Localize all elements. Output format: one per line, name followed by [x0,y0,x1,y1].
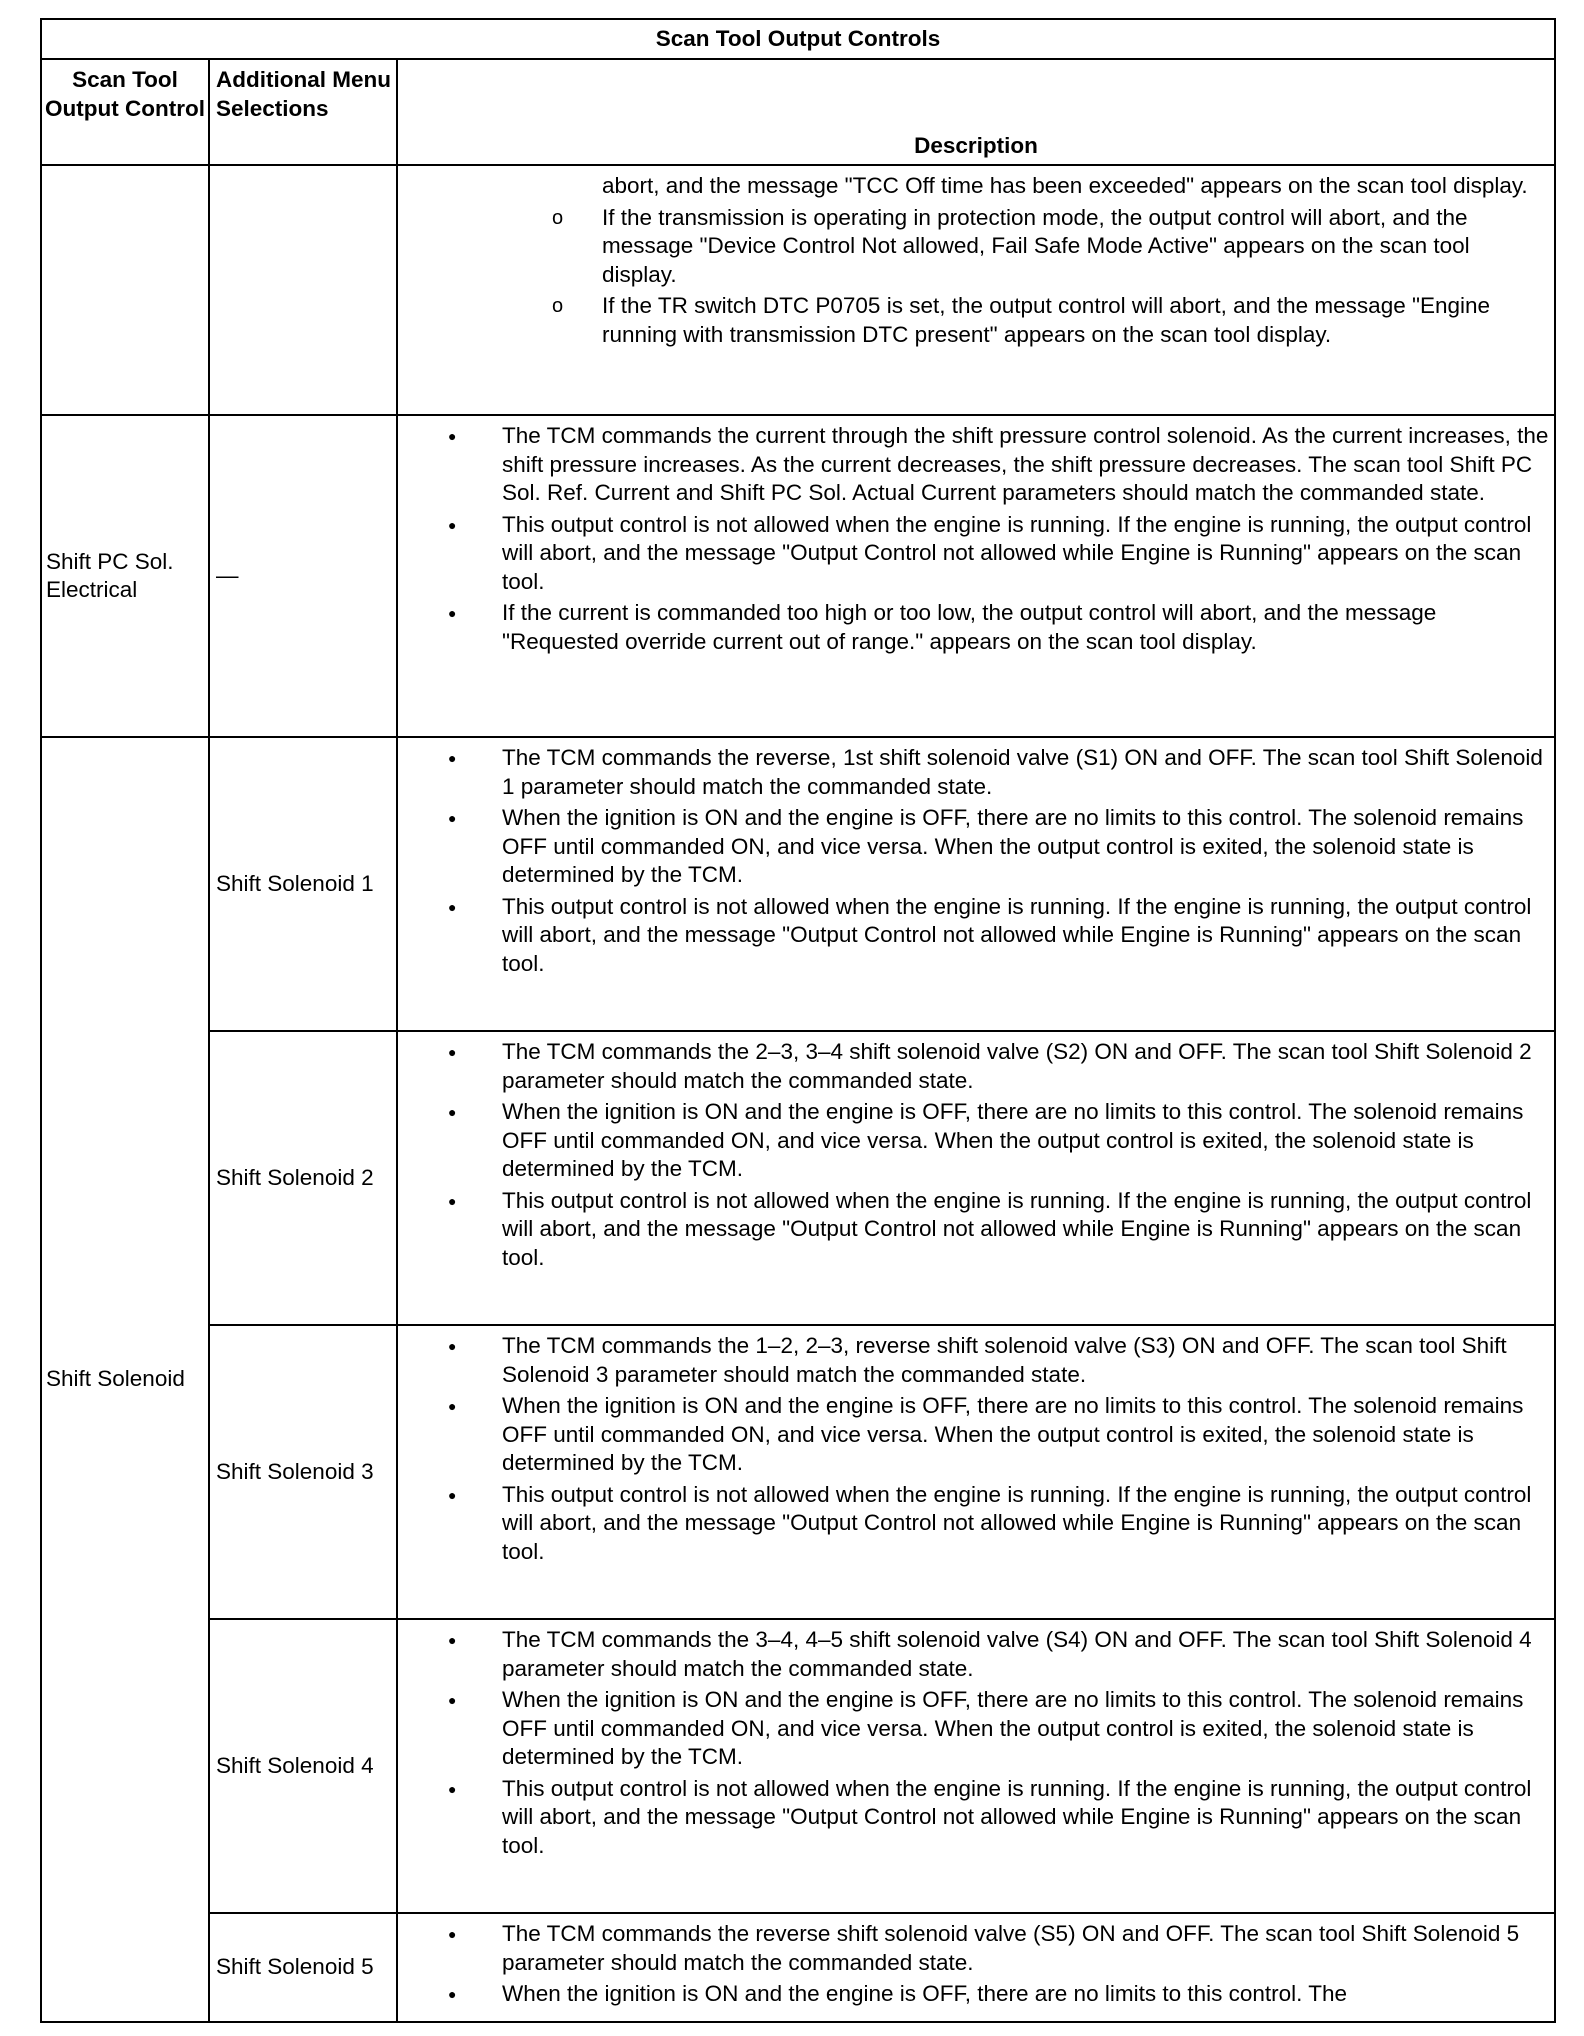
bullet-item: ● The TCM commands the reverse shift solenoid valve (S5) ON and OFF. The scan tool Shift Solenoid 5 parameter should match the commanded state. [398,1920,1550,1977]
continued-text: abort, and the message "TCC Off time has been exceeded" appears on the scan tool display. [602,173,1528,198]
bullet-list [398,1920,1550,2009]
control-cell: Shift PC Sol. Electrical [41,415,209,737]
bullet-item: ● The TCM commands the 3–4, 4–5 shift solenoid valve (S4) ON and OFF. The scan tool Shift Solenoid 4 parameter should match the commanded state. [398,1626,1550,1683]
sub-bullet-list [398,204,1550,350]
bullet-item: ● The TCM commands the reverse, 1st shift solenoid valve (S1) ON and OFF. The scan tool Shift Solenoid 1 parameter should match the commanded state. [398,744,1550,801]
bullet-item: ● When the ignition is ON and the engine is OFF, there are no limits to this control. The [398,1980,1550,2009]
control-cell [41,165,209,415]
menu-cell: Shift Solenoid 4 [209,1619,397,1913]
header-scan-tool-output-control: Scan Tool Output Control [41,59,209,165]
control-cell: Shift Solenoid [41,737,209,2022]
bullet-list [398,744,1550,978]
description-cell [397,1619,1555,1913]
menu-cell: — [209,415,397,737]
description-cell [397,415,1555,737]
header-row [41,59,1555,165]
bullet-item: ● This output control is not allowed when the engine is running. If the engine is running, the output control will abort, and the message "Output Control not allowed while Engine is Running" appears on the scan tool. [398,1187,1550,1273]
sub-bullet-item: o If the TR switch DTC P0705 is set, the output control will abort, and the message "Engine running with transmission DTC present" appears on the scan tool display. [398,292,1550,349]
bullet-item: ● The TCM commands the current through the shift pressure control solenoid. As the current increases, the shift pressure increases. As the current decreases, the shift pressure decreases. The scan tool Shift PC Sol. Ref. Current and Shift PC Sol. Actual Current parameters should match the commanded state. [398,422,1550,508]
bullet-item: ● When the ignition is ON and the engine is OFF, there are no limits to this control. The solenoid remains OFF until commanded ON, and vice versa. When the output control is exited, the solenoid state is determined by the TCM. [398,1392,1550,1478]
bullet-list [398,1332,1550,1566]
bullet-list [398,422,1550,656]
menu-cell: Shift Solenoid 2 [209,1031,397,1325]
bullet-item: ● This output control is not allowed when the engine is running. If the engine is running, the output control will abort, and the message "Output Control not allowed while Engine is Running" appears on the scan tool. [398,1775,1550,1861]
menu-cell [209,165,397,415]
bullet-list [398,1626,1550,1860]
table-row [41,1031,1555,1325]
bullet-item: ● The TCM commands the 2–3, 3–4 shift solenoid valve (S2) ON and OFF. The scan tool Shift Solenoid 2 parameter should match the commanded state. [398,1038,1550,1095]
menu-cell: Shift Solenoid 1 [209,737,397,1031]
description-cell [397,1325,1555,1619]
table-row [41,737,1555,1031]
table-row [41,1325,1555,1619]
bullet-item: ● When the ignition is ON and the engine is OFF, there are no limits to this control. The solenoid remains OFF until commanded ON, and vice versa. When the output control is exited, the solenoid state is determined by the TCM. [398,1098,1550,1184]
bullet-item: ● If the current is commanded too high or too low, the output control will abort, and the message "Requested override current out of range." appears on the scan tool display. [398,599,1550,656]
table-title: Scan Tool Output Controls [41,19,1555,59]
bullet-item: ● The TCM commands the 1–2, 2–3, reverse shift solenoid valve (S3) ON and OFF. The scan tool Shift Solenoid 3 parameter should match the commanded state. [398,1332,1550,1389]
header-additional-menu-selections: Additional Menu Selections [209,59,397,165]
description-cell [397,1913,1555,2022]
description-cell [397,165,1555,415]
description-cell [397,737,1555,1031]
table-row [41,415,1555,737]
title-row [41,19,1555,59]
table-row [41,1619,1555,1913]
bullet-item: ● This output control is not allowed when the engine is running. If the engine is running, the output control will abort, and the message "Output Control not allowed while Engine is Running" appears on the scan tool. [398,893,1550,979]
header-description: Description [397,59,1555,165]
table-row [41,165,1555,415]
menu-cell: Shift Solenoid 5 [209,1913,397,2022]
description-cell [397,1031,1555,1325]
output-controls-table [40,18,1556,2023]
bullet-item: ● This output control is not allowed when the engine is running. If the engine is running, the output control will abort, and the message "Output Control not allowed while Engine is Running" appears on the scan tool. [398,511,1550,597]
bullet-item: ● This output control is not allowed when the engine is running. If the engine is running, the output control will abort, and the message "Output Control not allowed while Engine is Running" appears on the scan tool. [398,1481,1550,1567]
sub-bullet-item: o If the transmission is operating in protection mode, the output control will abort, and the message "Device Control Not allowed, Fail Safe Mode Active" appears on the scan tool display. [398,204,1550,290]
bullet-item: ● When the ignition is ON and the engine is OFF, there are no limits to this control. The solenoid remains OFF until commanded ON, and vice versa. When the output control is exited, the solenoid state is determined by the TCM. [398,804,1550,890]
bullet-list [398,1038,1550,1272]
bullet-item: ● When the ignition is ON and the engine is OFF, there are no limits to this control. The solenoid remains OFF until commanded ON, and vice versa. When the output control is exited, the solenoid state is determined by the TCM. [398,1686,1550,1772]
table-row [41,1913,1555,2022]
menu-cell: Shift Solenoid 3 [209,1325,397,1619]
